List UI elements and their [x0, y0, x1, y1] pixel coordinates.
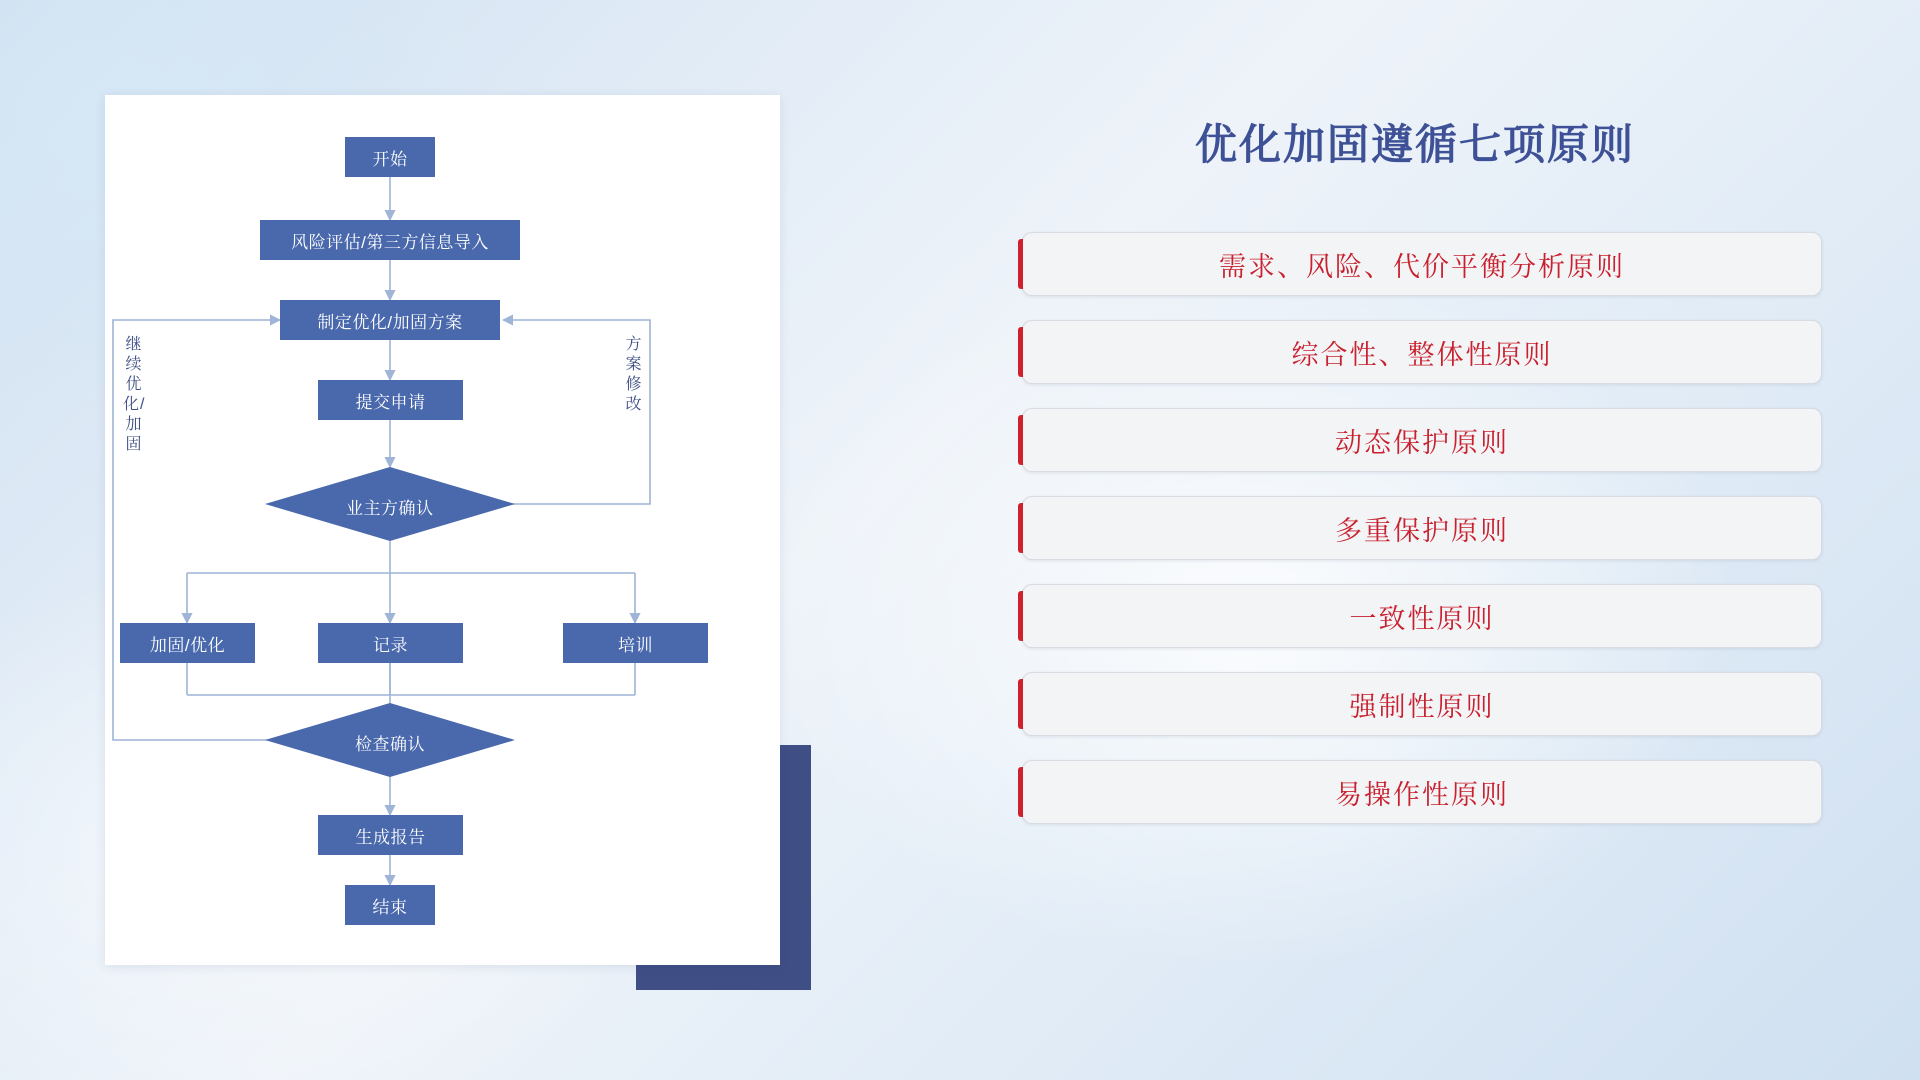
- list-item[interactable]: [1022, 672, 1822, 736]
- node-risk-assessment-label: 风险评估/第三方信息导入: [291, 232, 489, 252]
- list-item-label: 多重保护原则: [1335, 515, 1509, 546]
- list-item-label: 易操作性原则: [1335, 779, 1509, 810]
- node-end-label: 结束: [372, 897, 408, 917]
- node-report-label: 生成报告: [355, 827, 426, 847]
- list-item[interactable]: [1022, 584, 1822, 648]
- node-training[interactable]: [563, 623, 708, 663]
- page-title: 优化加固遵循七项原则: [1194, 121, 1635, 168]
- node-submit-label: 提交申请: [355, 392, 426, 412]
- list-item[interactable]: [1022, 320, 1822, 384]
- edge-label-left-loop: 继续优化/加固: [123, 336, 146, 453]
- list-item-label: 需求、风险、代价平衡分析原则: [1219, 251, 1625, 282]
- list-item[interactable]: [1022, 232, 1822, 296]
- flowchart: [105, 95, 780, 965]
- list-item-label: 动态保护原则: [1335, 427, 1509, 458]
- node-start-label: 开始: [372, 149, 408, 169]
- node-start[interactable]: [345, 137, 435, 177]
- list-item[interactable]: [1022, 760, 1822, 824]
- list-item[interactable]: [1022, 408, 1822, 472]
- flowchart-card: [105, 95, 780, 965]
- list-item-label: 综合性、整体性原则: [1291, 339, 1553, 370]
- node-check-confirm-label: 检查确认: [355, 735, 425, 754]
- node-plan[interactable]: [280, 300, 500, 340]
- list-item[interactable]: [1022, 496, 1822, 560]
- list-item-label: 一致性原则: [1349, 603, 1495, 634]
- node-reinforce[interactable]: [120, 623, 255, 663]
- node-record[interactable]: [318, 623, 463, 663]
- node-end[interactable]: [345, 885, 435, 925]
- node-plan-label: 制定优化/加固方案: [317, 312, 463, 332]
- node-report[interactable]: [318, 815, 463, 855]
- node-risk-assessment[interactable]: [260, 220, 520, 260]
- node-reinforce-label: 加固/优化: [149, 635, 226, 655]
- node-record-label: 记录: [373, 635, 408, 655]
- principles-list: [1022, 232, 1822, 848]
- list-item-label: 强制性原则: [1349, 691, 1495, 722]
- node-training-label: 培训: [618, 635, 653, 655]
- node-submit[interactable]: [318, 380, 463, 420]
- edge-label-right-loop: 方案修改: [625, 336, 643, 413]
- node-owner-confirm-label: 业主方确认: [346, 499, 434, 518]
